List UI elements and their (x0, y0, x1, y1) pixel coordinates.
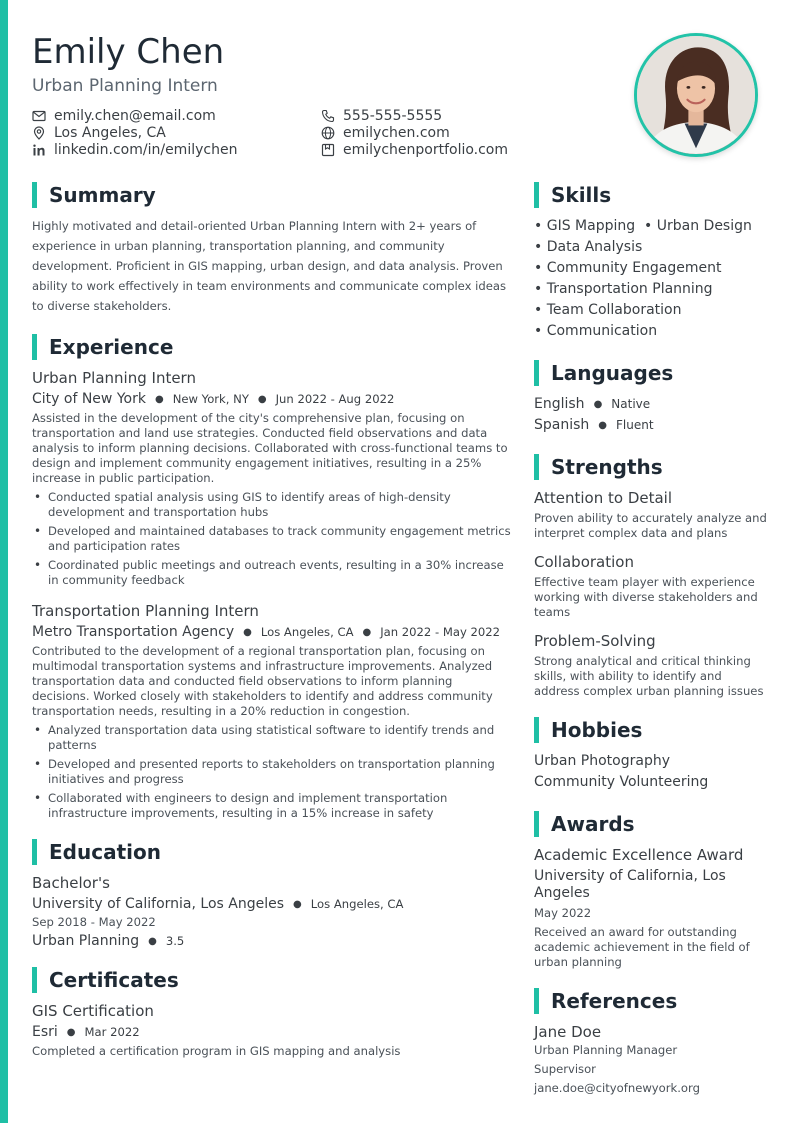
awards-section (534, 811, 770, 970)
certificates-section (32, 967, 512, 1061)
awards-heading: Awards (534, 811, 770, 837)
job-meta (32, 391, 512, 407)
certificate-name: GIS Certification (32, 1002, 154, 1020)
experience-heading: Experience (32, 334, 512, 360)
candidate-name: Emily Chen (32, 32, 225, 72)
reference-name: Jane Doe (534, 1023, 602, 1041)
list-item: • Conducted spatial analysis using GIS to identify areas of high-density development and transportation hubs (32, 490, 512, 520)
main-column (32, 182, 512, 1061)
certificates-heading: Certificates (32, 967, 512, 993)
education-meta (32, 896, 512, 912)
skill-item: • Community Engagement (534, 260, 722, 276)
reference-relation: Supervisor (534, 1062, 596, 1076)
job-title: Transportation Planning Intern (32, 602, 259, 620)
linkedin-icon (32, 143, 46, 157)
award-issuer: University of California, Los Angeles (534, 868, 726, 901)
separator-dot: ● (148, 935, 157, 947)
portrait-image (637, 36, 755, 154)
contact-linkedin[interactable]: linkedin.com/in/emilychen (32, 142, 237, 158)
phone-icon (321, 109, 335, 123)
side-column (534, 182, 770, 1098)
strengths-heading: Strengths (534, 454, 770, 480)
job-dates: Jan 2022 - May 2022 (380, 625, 501, 639)
field-of-study: Urban Planning (32, 933, 140, 949)
award-description: Received an award for outstanding academic achievement in the field of urban planning (534, 925, 750, 969)
education-dates: Sep 2018 - May 2022 (32, 915, 156, 929)
contact-location: Los Angeles, CA (32, 125, 166, 141)
certificate-issuer: Esri (32, 1024, 58, 1040)
skill-item: • Data Analysis (534, 239, 643, 255)
contact-portfolio[interactable]: emilychenportfolio.com (321, 142, 508, 158)
certificate-meta (32, 1024, 512, 1040)
certificate-description: Completed a certification program in GIS mapping and analysis (32, 1044, 401, 1058)
skills-heading: Skills (534, 182, 770, 208)
candidate-title: Urban Planning Intern (32, 76, 218, 96)
job-title: Urban Planning Intern (32, 369, 196, 387)
job-entry (32, 602, 512, 821)
strength-item: Problem-Solving Strong analytical and critical thinking skills, with ability to identify and address complex urban planning issues (534, 632, 764, 698)
job-meta (32, 624, 512, 640)
job-location: New York, NY (172, 392, 249, 406)
job-company: Metro Transportation Agency (32, 624, 235, 640)
list-item: • Coordinated public meetings and outreach events, resulting in a 30% increase in community feedback (32, 558, 512, 588)
references-section (534, 988, 770, 1098)
gpa: 3.5 (165, 934, 185, 948)
award-title: Academic Excellence Award (534, 846, 744, 864)
skills-section (534, 182, 770, 342)
experience-section (32, 334, 512, 821)
summary-heading: Summary (32, 182, 512, 208)
list-item: • Analyzed transportation data using statistical software to identify trends and patterns (32, 723, 512, 753)
job-bullets (32, 723, 512, 821)
resume-header (32, 30, 592, 96)
job-description: Assisted in the development of the city's comprehensive plan, focusing on transportation and land use strategies. Conducted field observations and data analysis to inform planning decisions. Collaborated with cross-functional teams to design and implement community engagement initiatives, resulting in a 25% increase in public participation. (32, 411, 508, 485)
job-dates: Jun 2022 - Aug 2022 (275, 392, 395, 406)
certificate-date: Mar 2022 (84, 1025, 140, 1039)
contact-website[interactable]: emilychen.com (321, 125, 450, 141)
job-entry (32, 369, 512, 588)
contact-email[interactable]: emily.chen@email.com (32, 108, 216, 124)
hobbies-section (534, 717, 770, 793)
education-heading: Education (32, 839, 512, 865)
skill-item: • Communication (534, 323, 658, 339)
separator-dot: ● (257, 393, 267, 405)
languages-heading: Languages (534, 360, 770, 386)
school-name: University of California, Los Angeles (32, 896, 285, 912)
school-location: Los Angeles, CA (310, 897, 404, 911)
profile-photo (634, 33, 758, 157)
list-item: • Collaborated with engineers to design and implement transportation infrastructure improvements, resulting in a 15% increase in safety (32, 791, 512, 821)
job-bullets (32, 490, 512, 588)
hobby-item: Community Volunteering (534, 774, 709, 790)
list-item: • Developed and maintained databases to track community engagement metrics and participation rates (32, 524, 512, 554)
mail-icon (32, 109, 46, 123)
separator-dot: ● (66, 1026, 76, 1038)
languages-section (534, 360, 770, 436)
globe-icon (321, 126, 335, 140)
portfolio-icon (321, 143, 335, 157)
separator-dot: ● (293, 898, 302, 910)
skill-item: • Urban Design (644, 218, 752, 234)
strength-item: Attention to Detail Proven ability to accurately analyze and interpret complex data and plans (534, 489, 767, 540)
accent-bar (0, 0, 8, 1123)
separator-dot: ● (243, 626, 252, 638)
skill-item: • Team Collaboration (534, 302, 682, 318)
job-company: City of New York (32, 391, 146, 407)
location-pin-icon (32, 126, 46, 140)
summary-text: Highly motivated and detail-oriented Urban Planning Intern with 2+ years of experience in urban planning, transportation planning, and community development. Proficient in GIS mapping, urban design, and data analysis. Proven ability to work effectively in team environments and communicate complex ideas to diverse stakeholders. (32, 219, 507, 313)
strength-item: Collaboration Effective team player with experience working with diverse stakeholders and teams (534, 553, 758, 619)
separator-dot: ● (362, 626, 372, 638)
separator-dot: ● (154, 393, 164, 405)
award-date: May 2022 (534, 906, 592, 920)
reference-role: Urban Planning Manager (534, 1043, 678, 1057)
hobby-item: Urban Photography (534, 753, 670, 769)
education-field-row (32, 933, 512, 949)
language-item: Spanish ● Fluent (534, 417, 654, 433)
language-item: English ● Native (534, 396, 651, 412)
reference-email[interactable]: jane.doe@cityofnewyork.org (534, 1081, 700, 1095)
education-section (32, 839, 512, 949)
hobbies-heading: Hobbies (534, 717, 770, 743)
skill-item: • Transportation Planning (534, 281, 713, 297)
skill-item: • GIS Mapping (534, 218, 636, 234)
job-location: Los Angeles, CA (260, 625, 354, 639)
summary-section (32, 182, 512, 316)
references-heading: References (534, 988, 770, 1014)
skills-list (534, 216, 770, 342)
job-description: Contributed to the development of a regional transportation plan, focusing on multimodal transportation systems and infrastructure improvements. Analyzed transportation data and conducted field observations to inform planning decisions. Worked closely with stakeholders to identify and address community transportation needs, resulting in a 20% reduction in congestion. (32, 644, 493, 718)
list-item: • Developed and presented reports to stakeholders on transportation planning initiatives and progress (32, 757, 512, 787)
contact-phone[interactable]: 555-555-5555 (321, 108, 442, 124)
strengths-section (534, 454, 770, 699)
degree: Bachelor's (32, 874, 110, 892)
